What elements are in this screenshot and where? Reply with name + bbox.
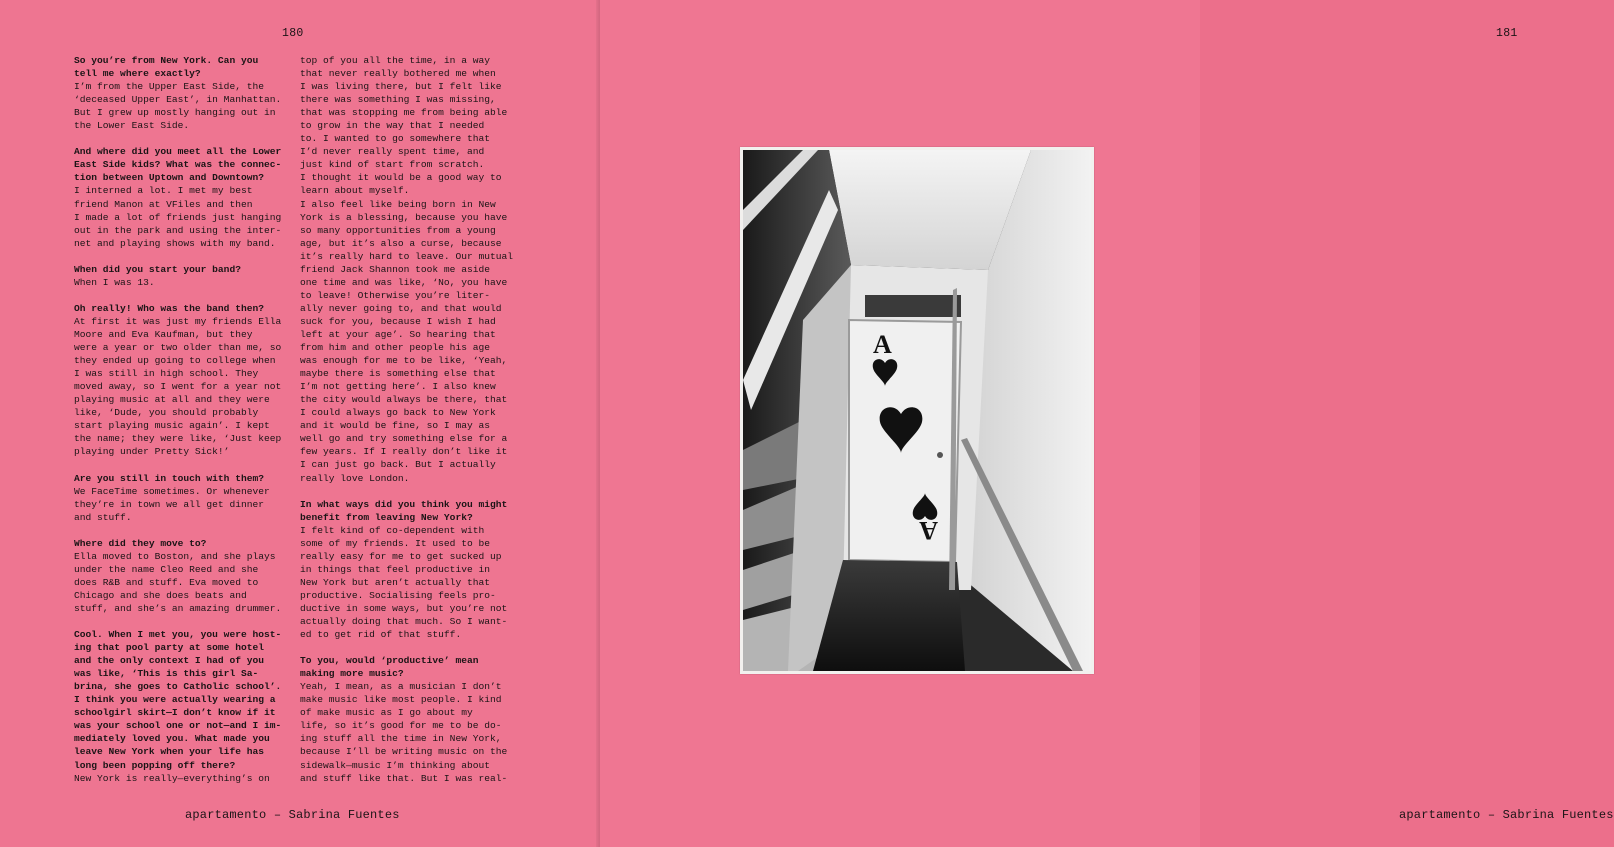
answer-line: York is a blessing, because you have: [300, 211, 508, 223]
question-line: tion between Uptown and Downtown?: [74, 172, 264, 184]
question-line: making more music?: [300, 668, 404, 680]
answer-line: I’m from the Upper East Side, the: [74, 81, 264, 93]
answer-line: friend Jack Shannon took me aside: [300, 263, 490, 275]
answer-line: out in the park and using the inter-: [74, 224, 282, 236]
question-line: East Side kids? What was the connec-: [74, 159, 282, 171]
question-line: tell me where exactly?: [74, 68, 201, 80]
stairway-door-photo: [743, 150, 1091, 671]
answer-line: Yeah, I mean, as a musician I don’t: [300, 681, 502, 693]
left-page: [0, 0, 600, 847]
answer-line: We FaceTime sometimes. Or whenever: [74, 485, 270, 497]
answer-line: friend Manon at VFiles and then: [74, 198, 253, 210]
question-line: To you, would ‘productive’ mean: [300, 655, 479, 667]
answer-line: ing stuff all the time in New York,: [300, 733, 502, 745]
paragraph-gap: [74, 289, 294, 302]
answer-line: one time and was like, ‘No, you have: [300, 276, 508, 288]
answer-line: net and playing shows with my band.: [74, 237, 276, 249]
answer-line: from him and other people his age: [300, 342, 490, 354]
answer-line: that was stopping me from being able: [300, 107, 508, 119]
footer-left: apartamento – Sabrina Fuentes: [185, 808, 400, 822]
answer-line: the city would always be there, that: [300, 394, 508, 406]
question-line: ing that pool party at some hotel: [74, 642, 264, 654]
paragraph-gap: [74, 524, 294, 537]
answer-line: was enough for me to be like, ‘Yeah,: [300, 355, 508, 367]
answer-line: maybe there is something else that: [300, 368, 496, 380]
answer-line: were a year or two older than me, so: [74, 342, 282, 354]
answer-line: ductive in some ways, but you’re not: [300, 602, 508, 614]
answer-line: ed to get rid of that stuff.: [300, 629, 462, 641]
answer-line: left at your age’. So hearing that: [300, 328, 496, 340]
answer-line: really easy for me to get sucked up: [300, 550, 502, 562]
answer-line: playing music at all and they were: [74, 394, 270, 406]
question-line: I think you were actually wearing a: [74, 694, 276, 706]
answer-line: top of you all the time, in a way: [300, 55, 490, 66]
answer-line: and stuff.: [74, 511, 132, 523]
question-line: Are you still in touch with them?: [74, 472, 264, 484]
photo-illustration: [743, 150, 1091, 671]
answer-line: But I grew up mostly hanging out in: [74, 107, 276, 119]
answer-line: I made a lot of friends just hanging: [74, 211, 282, 223]
answer-line: I felt kind of co-dependent with: [300, 524, 485, 536]
question-line: schoolgirl skirt—I don’t know if it: [74, 707, 276, 719]
answer-line: ally never going to, and that would: [300, 302, 502, 314]
answer-line: New York is really—everything’s on: [74, 772, 270, 784]
question-line: When did you start your band?: [74, 263, 241, 275]
answer-line: it’s really hard to leave. Our mutual: [300, 250, 514, 262]
page-number-left: 180: [282, 27, 304, 40]
answer-line: playing under Pretty Sick!’: [74, 446, 230, 458]
answer-line: learn about myself.: [300, 185, 410, 197]
question-line: brina, she goes to Catholic school’.: [74, 681, 282, 693]
answer-line: actually doing that much. So I want-: [300, 616, 508, 628]
answer-line: I could always go back to New York: [300, 407, 496, 419]
answer-line: like, ‘Dude, you should probably: [74, 407, 259, 419]
answer-line: that never really bothered me when: [300, 68, 496, 80]
question-line: was like, ‘This is this girl Sa-: [74, 668, 259, 680]
answer-line: I’d never really spent time, and: [300, 146, 485, 158]
answer-line: make music like most people. I kind: [300, 694, 502, 706]
answer-line: When I was 13.: [74, 276, 155, 288]
paragraph-gap: [300, 485, 522, 498]
answer-line: so many opportunities from a young: [300, 224, 496, 236]
footer-right: apartamento – Sabrina Fuentes: [1399, 808, 1614, 822]
page-number-right: 181: [1496, 27, 1518, 40]
answer-line: they’re in town we all get dinner: [74, 498, 264, 510]
answer-line: because I’ll be writing music on the: [300, 746, 508, 758]
paragraph-gap: [300, 641, 522, 654]
question-line: Cool. When I met you, you were host-: [74, 629, 282, 641]
question-line: So you’re from New York. Can you: [74, 55, 259, 66]
answer-line: to leave! Otherwise you’re liter-: [300, 289, 490, 301]
question-line: and the only context I had of you: [74, 655, 264, 667]
paragraph-gap: [74, 615, 294, 628]
question-line: leave New York when your life has: [74, 746, 264, 758]
answer-line: under the name Cleo Reed and she: [74, 563, 259, 575]
answer-line: I thought it would be a good way to: [300, 172, 502, 184]
card-rank-top: A: [873, 330, 892, 359]
answer-line: Moore and Eva Kaufman, but they: [74, 328, 253, 340]
answer-line: age, but it’s also a curse, because: [300, 237, 502, 249]
answer-line: moved away, so I went for a year not: [74, 381, 282, 393]
answer-line: Chicago and she does beats and: [74, 589, 247, 601]
answer-line: Ella moved to Boston, and she plays: [74, 550, 276, 562]
answer-line: to. I wanted to go somewhere that: [300, 133, 490, 145]
answer-line: I was living there, but I felt like: [300, 81, 502, 93]
card-rank-bottom: A: [919, 516, 938, 545]
interview-column-1: [74, 54, 294, 785]
answer-line: I interned a lot. I met my best: [74, 185, 253, 197]
question-line: was your school one or not—and I im-: [74, 720, 282, 732]
answer-line: just kind of start from scratch.: [300, 159, 485, 171]
photo-frame: [740, 147, 1094, 674]
question-line: Where did they move to?: [74, 537, 207, 549]
answer-line: they ended up going to college when: [74, 355, 276, 367]
answer-line: I’m not getting here’. I also knew: [300, 381, 496, 393]
answer-line: some of my friends. It used to be: [300, 537, 490, 549]
question-line: And where did you meet all the Lower: [74, 146, 282, 158]
answer-line: the name; they were like, ‘Just keep: [74, 433, 282, 445]
question-line: Oh really! Who was the band then?: [74, 302, 264, 314]
answer-line: I also feel like being born in New: [300, 198, 496, 210]
door-knob: [937, 452, 943, 458]
question-line: In what ways did you think you might: [300, 498, 508, 510]
answer-line: does R&B and stuff. Eva moved to: [74, 576, 259, 588]
answer-line: start playing music again’. I kept: [74, 420, 270, 432]
answer-line: At first it was just my friends Ella: [74, 315, 282, 327]
paragraph-gap: [74, 458, 294, 471]
answer-line: really love London.: [300, 472, 410, 484]
answer-line: ‘deceased Upper East’, in Manhattan.: [74, 94, 282, 106]
answer-line: New York but aren’t actually that: [300, 576, 490, 588]
answer-line: and it would be fine, so I may as: [300, 420, 490, 432]
answer-line: life, so it’s good for me to be do-: [300, 720, 502, 732]
answer-line: productive. Socialising feels pro-: [300, 589, 496, 601]
answer-line: of make music as I go about my: [300, 707, 473, 719]
answer-line: well go and try something else for a: [300, 433, 508, 445]
answer-line: and stuff like that. But I was real-: [300, 772, 508, 784]
answer-line: sidewalk—music I’m thinking about: [300, 759, 490, 771]
answer-line: few years. If I really don’t like it: [300, 446, 508, 458]
question-line: long been popping off there?: [74, 759, 236, 771]
answer-line: there was something I was missing,: [300, 94, 496, 106]
paragraph-gap: [74, 132, 294, 145]
answer-line: I was still in high school. They: [74, 368, 259, 380]
answer-line: to grow in the way that I needed: [300, 120, 485, 132]
answer-line: the Lower East Side.: [74, 120, 190, 132]
question-line: mediately loved you. What made you: [74, 733, 270, 745]
answer-line: suck for you, because I wish I had: [300, 315, 496, 327]
interview-column-2: [300, 54, 522, 785]
answer-line: in things that feel productive in: [300, 563, 490, 575]
answer-line: I can just go back. But I actually: [300, 459, 496, 471]
paragraph-gap: [74, 250, 294, 263]
question-line: benefit from leaving New York?: [300, 511, 473, 523]
answer-line: stuff, and she’s an amazing drummer.: [74, 602, 282, 614]
